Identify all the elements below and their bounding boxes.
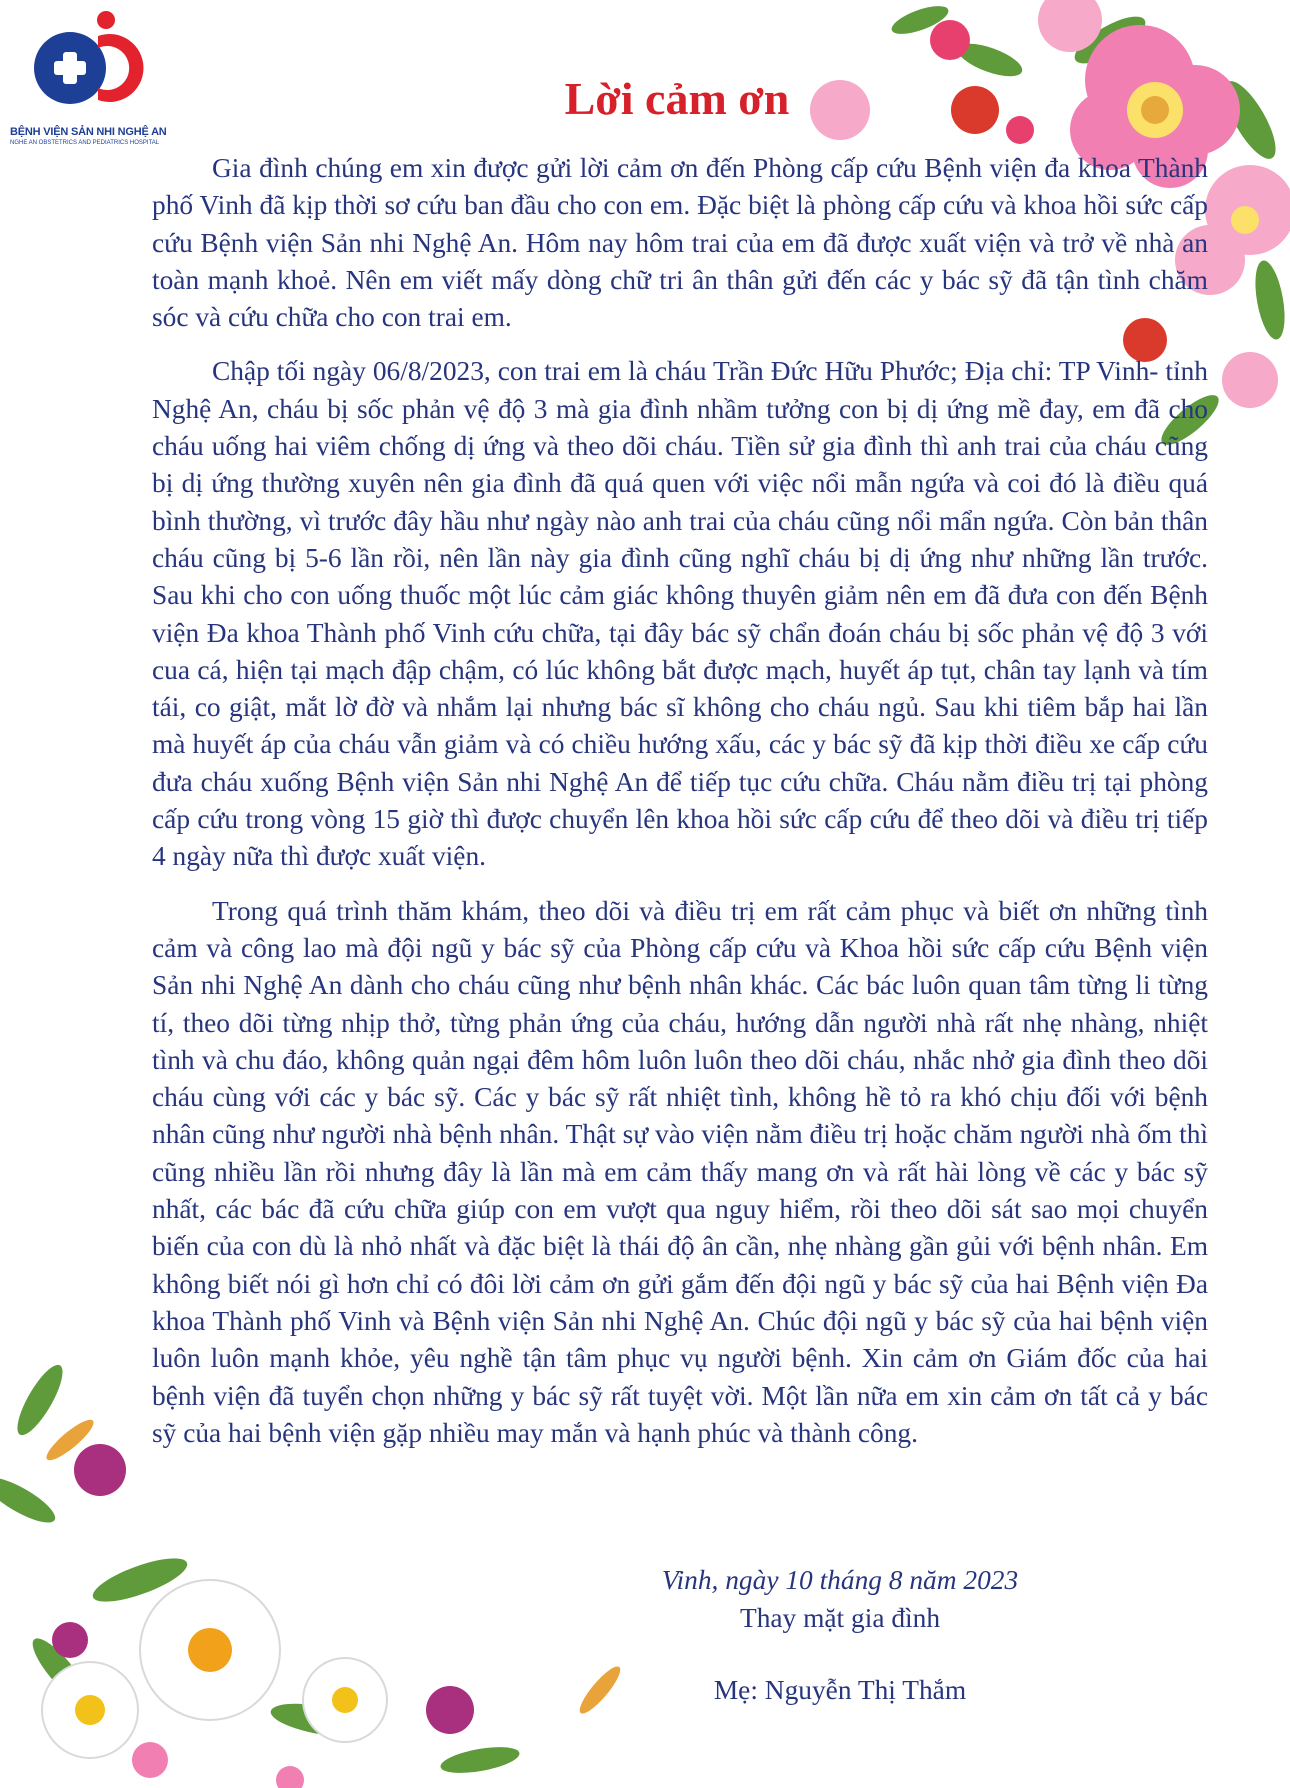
signature-on-behalf: Thay mặt gia đình — [739, 1603, 941, 1633]
hospital-logo-name: BỆNH VIỆN SẢN NHI NGHỆ AN — [10, 126, 167, 138]
letter-paragraph-1: Gia đình chúng em xin được gửi lời cảm ơn đến Phòng cấp cứu Bệnh viện đa khoa Thành phố Vinh đã kịp thời sơ cứu ban đầu cho con em. Đặc biệt là phòng cấp cứu và khoa hồi sức cấp cứu Bệnh viện Sản nhi Nghệ An. Hôm nay hôm trai của em đã được xuất viện và trở về nhà an toàn mạnh khoẻ. Nên em viết mấy dòng chữ tri ân thân gửi đến các y bác sỹ đã tận tình chăm sóc và cứu chữa cho con trai em. — [152, 153, 1208, 333]
letter-body — [152, 150, 1208, 1452]
signature-place-date: Vinh, ngày 10 tháng 8 năm 2023 — [661, 1565, 1019, 1595]
letter-paragraph-2: Chập tối ngày 06/8/2023, con trai em là cháu Trần Đức Hữu Phước; Địa chỉ: TP Vinh- tỉnh Nghệ An, cháu bị sốc phản vệ độ 3 mà gia đình nhầm tưởng con bị dị ứng mề đay, em đã cho cháu uống hai viêm chống dị ứng và theo dõi cháu. Tiền sử gia đình thì anh trai của cháu cũng bị dị ứng thường xuyên nên gia đình đã quá quen với việc nổi mẫn ngứa và coi đó là điều quá bình thường, vì trước đây hầu như ngày nào anh trai của cháu cũng nổi mẩn ngứa. Còn bản thân cháu cũng bị 5-6 lần rồi, nên lần này gia đình cũng nghĩ cháu bị dị ứng như những lần trước. Sau khi cho con uống thuốc một lúc cảm giác không thuyên giảm nên em đã đưa con đến Bệnh viện Đa khoa Thành phố Vinh cứu chữa, tại đây bác sỹ chẩn đoán cháu bị sốc phản vệ độ 3 với cua cá, hiện tại mạch đập chậm, có lúc không bắt được mạch, huyết áp tụt, chân tay lạnh và tím tái, co giật, mắt lờ đờ và nhắm lại nhưng bác sĩ không cho cháu ngủ. Sau khi tiêm bắp hai lần mà huyết áp của cháu vẫn giảm và có chiều hướng xấu, các y bác sỹ đã kịp thời điều xe cấp cứu đưa cháu xuống Bệnh viện Sản nhi Nghệ An để tiếp tục cứu chữa. Cháu nằm điều trị tại phòng cấp cứu trong vòng 15 giờ thì được chuyển lên khoa hồi sức cấp cứu để theo dõi và điều trị tiếp 4 ngày nữa thì được xuất viện. — [152, 356, 1208, 872]
hospital-logo-subtitle: NGHE AN OBSTETRICS AND PEDIATRICS HOSPITAL — [10, 140, 160, 146]
letter-paragraph-3: Trong quá trình thăm khám, theo dõi và điều trị em rất cảm phục và biết ơn những tình cảm và công lao mà đội ngũ y bác sỹ của Phòng cấp cứu và Khoa hồi sức cấp cứu Bệnh viện Sản nhi Nghệ An dành cho cháu cũng như bệnh nhân khác. Các bác luôn quan tâm từng li từng tí, theo dõi từng nhịp thở, từng phản ứng của cháu, hướng dẫn người nhà rất nhẹ nhàng, nhiệt tình và chu đáo, không quản ngại đêm hôm luôn luôn theo dõi cháu, nhắc nhở gia đình theo dõi cháu cùng với các y bác sỹ. Các y bác sỹ rất nhiệt tình, không hề tỏ ra khó chịu đối với bệnh nhân cũng như người nhà bệnh nhân. Thật sự vào viện nằm điều trị hoặc chăm người nhà ốm thì cũng nhiều lần rồi nhưng đây là lần mà em cảm thấy mang ơn và rất hài lòng về các y bác sỹ nhất, các bác đã cứu chữa giúp con em vượt qua nguy hiểm, rồi theo dõi sát sao mọi chuyển biến của con dù là nhỏ nhất và đặc biệt là thái độ ân cần, nhẹ nhàng gần gủi với bệnh nhân. Em không biết nói gì hơn chỉ có đôi lời cảm ơn gửi gắm đến đội ngũ y bác sỹ của hai Bệnh viện Đa khoa Thành phố Vinh và Bệnh viện Sản nhi Nghệ An. Chúc đội ngũ y bác sỹ của hai bệnh viện luôn luôn mạnh khỏe, yêu nghề tận tâm phục vụ người bệnh. Xin cảm ơn Giám đốc của hai bệnh viện đã tuyển chọn những y bác sỹ rất tuyệt vời. Một lần nữa em xin cảm ơn tất cả y bác sỹ của hai bệnh viện gặp nhiều may mắn và hạnh phúc và thành công. — [152, 895, 1208, 1448]
signature-name: Mẹ: Nguyễn Thị Thắm — [713, 1675, 967, 1705]
letter-title: Lời cảm ơn — [564, 73, 790, 124]
